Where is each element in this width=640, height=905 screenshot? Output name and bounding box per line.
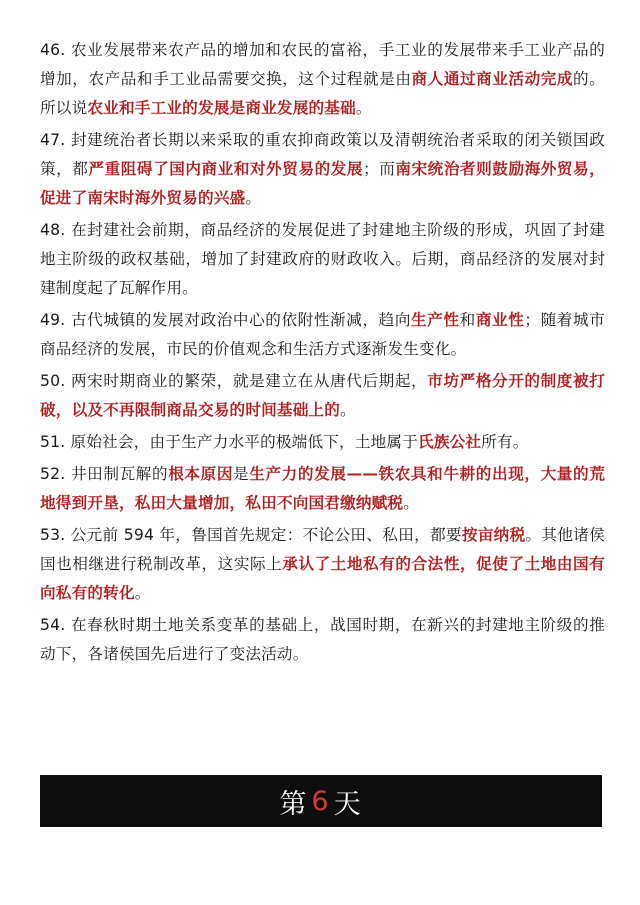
- highlight-segment: 生产力的发展——铁农具和牛耕的出现，大量的荒地得到开垦，私田大量增加，私田不向国君缴纳赋税: [40, 465, 605, 512]
- highlight-segment: 氏族公社: [418, 433, 482, 451]
- highlight-segment: 生产性: [411, 311, 460, 329]
- note-item: [40, 428, 605, 457]
- note-item: [40, 611, 605, 669]
- highlight-segment: 商业性: [475, 311, 525, 329]
- highlight-segment: 按亩纳税: [461, 526, 526, 544]
- notes-list: [40, 36, 605, 672]
- text-segment: 。: [403, 494, 420, 512]
- text-segment: 。: [245, 189, 262, 207]
- note-item: [40, 306, 605, 364]
- text-segment: 53. 公元前 594 年，鲁国首先规定：不论公田、私田，都要: [40, 526, 462, 544]
- highlight-segment: 农业和手工业的发展是商业发展的基础: [87, 99, 356, 117]
- note-item: [40, 521, 605, 608]
- day-number: 6: [311, 785, 331, 817]
- text-segment: 。: [340, 401, 356, 419]
- text-segment: 。其他诸侯国也相继进行税制改革，这实际上: [40, 526, 605, 573]
- highlight-segment: 严重阻碍了国内商业和对外贸易的发展: [88, 160, 364, 178]
- text-segment: 。: [134, 584, 151, 602]
- text-segment: 所有。: [481, 433, 529, 451]
- text-segment: 51. 原始社会，由于生产力水平的极端低下，土地属于: [40, 433, 419, 451]
- day-prefix: 第: [279, 788, 309, 820]
- note-item: [40, 126, 605, 213]
- text-segment: 48. 在封建社会前期，商品经济的发展促进了封建地主阶级的形成，巩固了封建地主阶级的政权基础，增加了封建政府的财政收入。后期，商品经济的发展对封建制度起了瓦解作用。: [40, 221, 605, 297]
- highlight-segment: 根本原因: [168, 465, 234, 483]
- text-segment: 47. 封建统治者长期以来采取的重农抑商政策以及清朝统治者采取的闭关锁国政策，都: [40, 131, 605, 178]
- text-segment: 的。所以说: [40, 70, 605, 117]
- text-segment: ；随着城市商品经济的发展，市民的价值观念和生活方式逐渐发生变化。: [40, 311, 605, 358]
- text-segment: 46. 农业发展带来农产品的增加和农民的富裕，手工业的发展带来手工业产品的增加，农产品和手工业品需要交换，这个过程就是由: [40, 41, 605, 88]
- text-segment: 。: [355, 99, 372, 117]
- text-segment: 49. 古代城镇的发展对政治中心的依附性渐减，趋向: [40, 311, 412, 329]
- text-segment: 50. 两宋时期商业的繁荣，就是建立在从唐代后期起，: [40, 372, 428, 390]
- note-item: [40, 36, 605, 123]
- text-segment: 是: [233, 465, 250, 483]
- highlight-segment: 市坊严格分开的制度被打破，以及不再限制商品交易的时间基础上的: [40, 372, 605, 419]
- text-segment: 52. 井田制瓦解的: [40, 465, 169, 483]
- highlight-segment: 商人通过商业活动完成: [411, 70, 574, 88]
- note-item: [40, 460, 605, 518]
- highlight-segment: 南宋统治者则鼓励海外贸易，促进了南宋时海外贸易的兴盛: [40, 160, 605, 207]
- day-suffix: 天: [333, 788, 363, 820]
- highlight-segment: 承认了土地私有的合法性，促使了土地由国有向私有的转化: [40, 555, 605, 602]
- text-segment: 和: [459, 311, 476, 329]
- note-item: [40, 367, 605, 425]
- text-segment: 54. 在春秋时期土地关系变革的基础上，战国时期，在新兴的封建地主阶级的推动下，各诸侯国先后进行了变法活动。: [40, 616, 605, 663]
- day-banner: [40, 775, 602, 827]
- text-segment: ；而: [363, 160, 396, 178]
- note-item: [40, 216, 605, 303]
